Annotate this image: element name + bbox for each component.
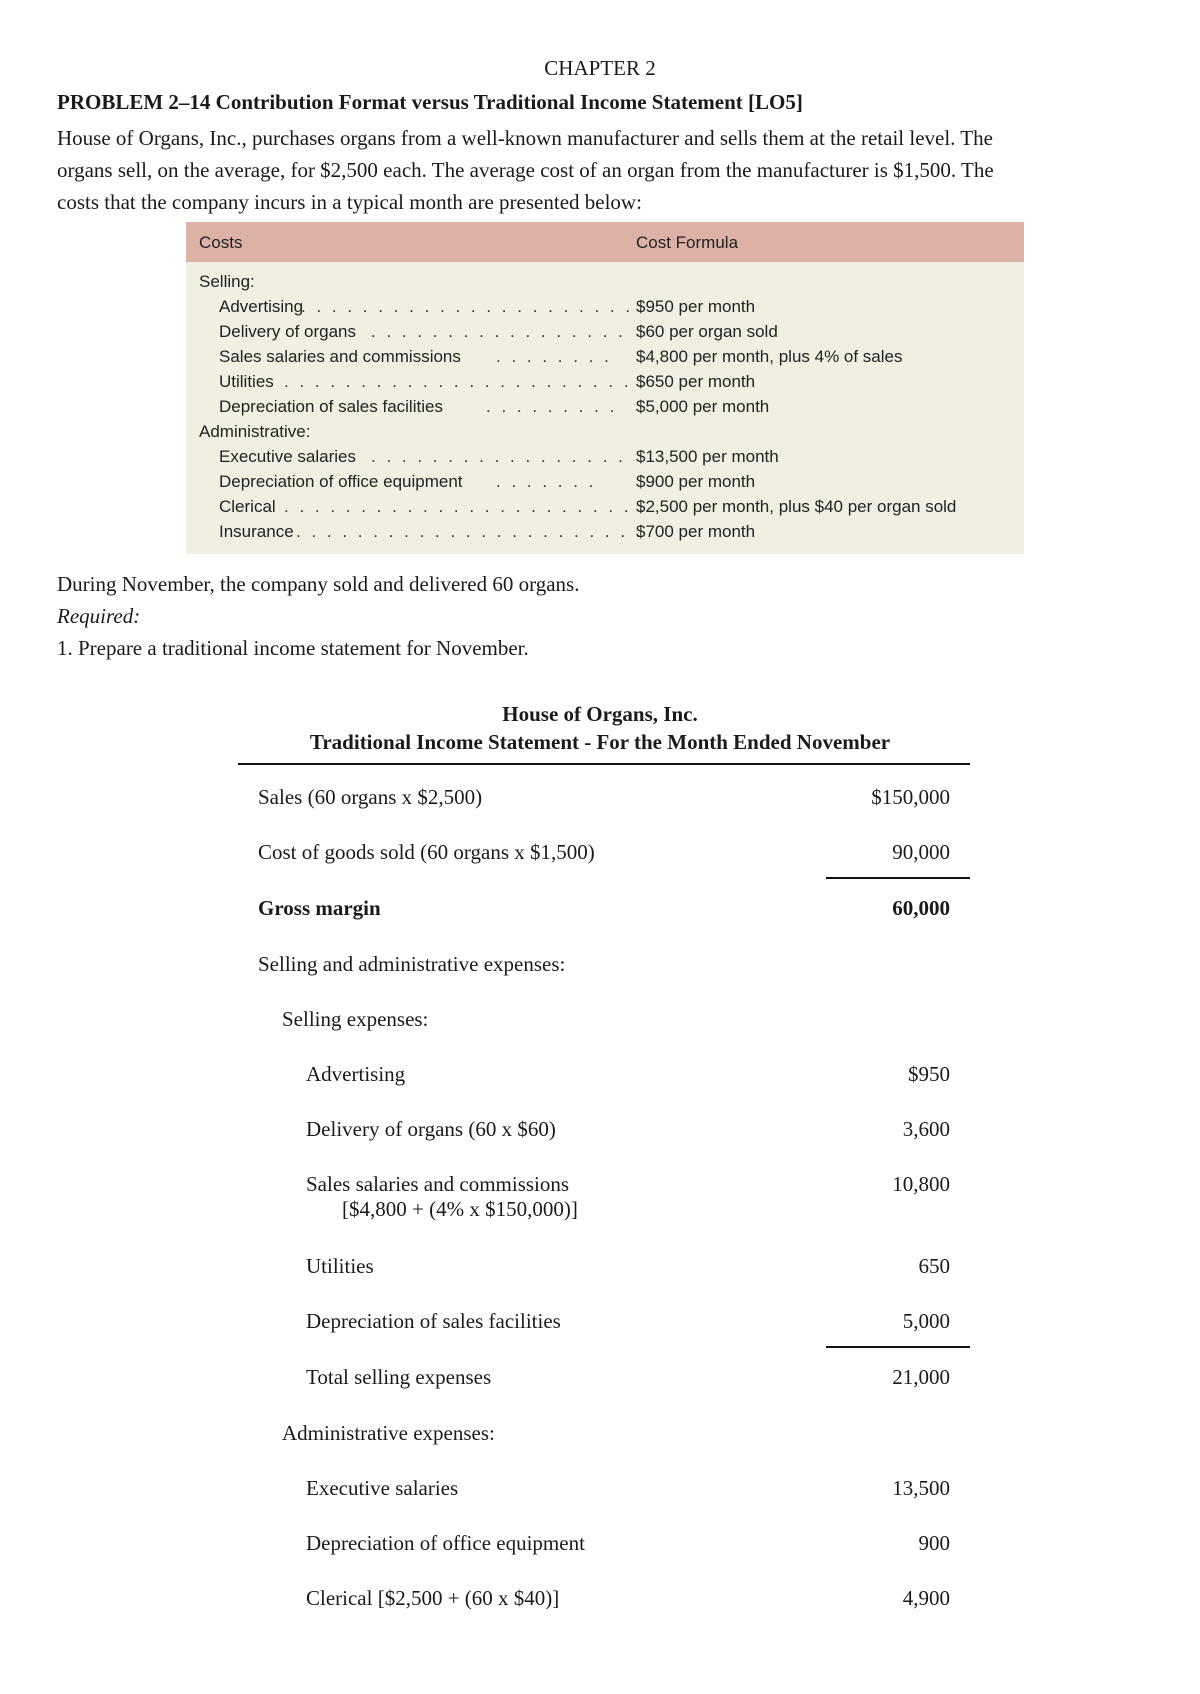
- administrative-heading-row: [186, 422, 1024, 447]
- selling-heading: Selling:: [199, 272, 255, 291]
- cost-label: Depreciation of office equipment: [219, 472, 463, 491]
- cost-label: Depreciation of sales facilities: [219, 397, 443, 416]
- cost-label: Sales salaries and commissions: [219, 347, 461, 366]
- row-amount: 21,000: [892, 1365, 950, 1389]
- cost-formula: $5,000 per month: [636, 397, 770, 416]
- november-sentence: During November, the company sold and delivered 60 organs.: [57, 572, 580, 596]
- dot-leader: . . . . . . . . .: [486, 397, 618, 416]
- row-label: [306, 1172, 578, 1222]
- row-amount: 3,600: [902, 1117, 950, 1141]
- dot-leader: . . . . . . . . . . . . . . . . .: [371, 447, 626, 466]
- cost-row: [186, 372, 1024, 397]
- row-label: Utilities: [306, 1254, 374, 1278]
- cost-row: [186, 297, 1024, 322]
- cost-formula: $4,800 per month, plus 4% of sales: [636, 347, 903, 366]
- cost-formula: $950 per month: [636, 297, 756, 316]
- amount-underline: [826, 1346, 970, 1348]
- cost-formula: $700 per month: [636, 522, 756, 541]
- cost-row: [186, 397, 1024, 422]
- cost-label: Insurance: [219, 522, 294, 541]
- requirement-1: 1. Prepare a traditional income statement for November.: [57, 636, 529, 660]
- chapter-heading: CHAPTER 2: [544, 56, 656, 80]
- dot-leader: . . . . . . . . . . . . . . . . . . . . . .: [301, 297, 634, 316]
- cost-formula: $60 per organ sold: [636, 322, 778, 341]
- row-amount: $950: [908, 1062, 950, 1086]
- row-label: Sales (60 organs x $2,500): [258, 785, 483, 809]
- cost-row: [186, 322, 1024, 347]
- required-label: Required:: [57, 604, 141, 628]
- cost-formula: $900 per month: [636, 472, 756, 491]
- cost-row: [186, 497, 1024, 522]
- title-rule: [238, 763, 970, 765]
- row-amount: 900: [918, 1531, 950, 1555]
- cost-label: Clerical: [219, 497, 276, 516]
- cost-table-header: [186, 222, 1024, 262]
- row-amount: 5,000: [902, 1309, 950, 1333]
- row-amount: 60,000: [892, 896, 950, 920]
- cost-label: Delivery of organs: [219, 322, 357, 341]
- administrative-heading: Administrative:: [199, 422, 311, 441]
- row-label-formula: [$4,800 + (4% x $150,000)]: [342, 1197, 578, 1221]
- cost-label: Executive salaries: [219, 447, 357, 466]
- dot-leader: . . . . . . . .: [496, 347, 612, 366]
- row-label: Depreciation of sales facilities: [306, 1309, 561, 1333]
- cost-formula: $2,500 per month, plus $40 per organ sold: [636, 497, 957, 516]
- row-label: Selling and administrative expenses:: [258, 952, 566, 976]
- cost-formula-column-header: Cost Formula: [636, 233, 739, 252]
- cost-row: [186, 472, 1024, 497]
- statement-company: House of Organs, Inc.: [502, 702, 698, 726]
- cost-formula: $13,500 per month: [636, 447, 779, 466]
- intro-line: organs sell, on the average, for $2,500 each. The average cost of an organ from the manufacturer is $1,500. The: [57, 158, 994, 182]
- cost-row: [186, 447, 1024, 472]
- intro-line: costs that the company incurs in a typical month are presented below:: [57, 190, 642, 214]
- intro-line: House of Organs, Inc., purchases organs from a well-known manufacturer and sells them at the retail level. The: [57, 126, 993, 150]
- row-label: Selling expenses:: [282, 1007, 429, 1031]
- dot-leader: . . . . . . . . . . . . . . . . . . . . . . . .: [284, 497, 647, 516]
- row-amount: 13,500: [892, 1476, 950, 1500]
- row-label: Administrative expenses:: [282, 1421, 495, 1445]
- row-amount: 4,900: [902, 1586, 950, 1610]
- amount-underline: [826, 877, 970, 879]
- row-label: Executive salaries: [306, 1476, 459, 1500]
- row-label: Clerical [$2,500 + (60 x $40)]: [306, 1586, 560, 1610]
- cost-label: Utilities: [219, 372, 274, 391]
- dot-leader: . . . . . . . . . . . . . . . . .: [371, 322, 626, 341]
- dot-leader: . . . . . . . . . . . . . . . . . . . . . . . .: [284, 372, 647, 391]
- row-label-line: Sales salaries and commissions: [306, 1172, 570, 1196]
- cost-row: [186, 347, 1024, 372]
- intro-paragraph: [57, 122, 1157, 218]
- costs-column-header: Costs: [199, 233, 243, 252]
- selling-heading-row: [186, 272, 1024, 297]
- row-amount: 10,800: [892, 1172, 950, 1196]
- row-label: Depreciation of office equipment: [306, 1531, 585, 1555]
- row-label: Delivery of organs (60 x $60): [306, 1117, 556, 1141]
- problem-heading: PROBLEM 2–14 Contribution Format versus Traditional Income Statement [LO5]: [57, 90, 803, 114]
- row-label: Gross margin: [258, 896, 381, 920]
- cost-label: Advertising: [219, 297, 304, 316]
- statement-title: Traditional Income Statement - For the Month Ended November: [309, 730, 891, 754]
- row-label: Cost of goods sold (60 organs x $1,500): [258, 840, 595, 864]
- row-label: Total selling expenses: [306, 1365, 492, 1389]
- cost-table: [186, 222, 1024, 554]
- cost-row: [186, 522, 1024, 547]
- row-amount: 650: [918, 1254, 950, 1278]
- dot-leader: . . . . . . .: [496, 472, 597, 491]
- row-amount: 90,000: [892, 840, 950, 864]
- row-label: Advertising: [306, 1062, 406, 1086]
- dot-leader: . . . . . . . . . . . . . . . . . . . . . . .: [296, 522, 644, 541]
- row-amount: $150,000: [871, 785, 950, 809]
- cost-formula: $650 per month: [636, 372, 756, 391]
